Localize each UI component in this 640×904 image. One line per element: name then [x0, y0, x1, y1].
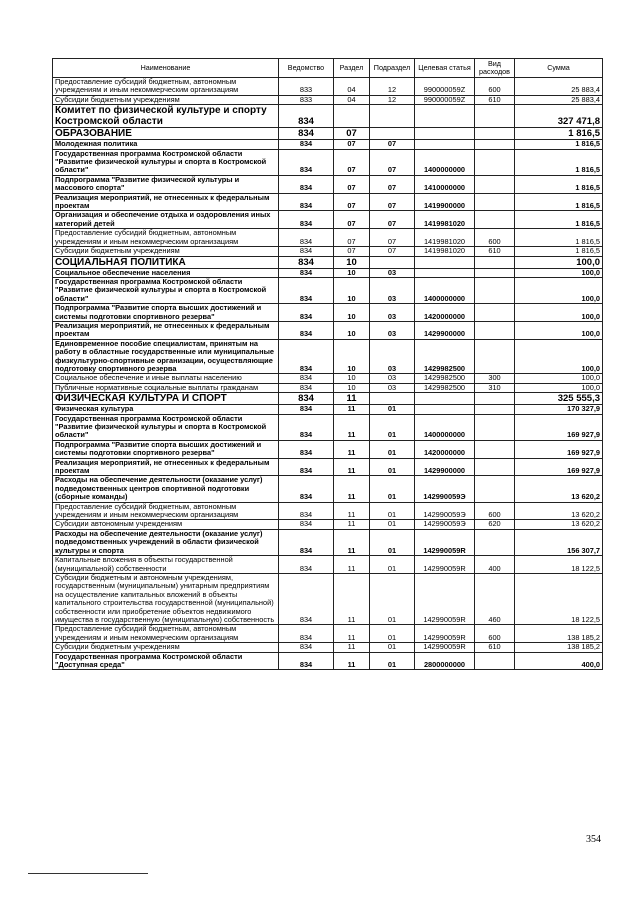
- cell-department: 834: [279, 573, 334, 624]
- cell-expense-type: [475, 414, 515, 440]
- cell-sum: 325 555,3: [515, 393, 603, 405]
- cell-expense-type: 400: [475, 556, 515, 574]
- cell-section: 10: [334, 268, 370, 277]
- cell-target-article: 142990059Э: [415, 502, 475, 520]
- cell-section: 10: [334, 321, 370, 339]
- cell-expense-type: 600: [475, 625, 515, 643]
- table-row: [53, 105, 603, 128]
- cell-name: Предоставление субсидий бюджетным, автономным учреждениям и иным некоммерческим организациям: [53, 625, 279, 643]
- cell-target-article: 1429982500: [415, 383, 475, 392]
- cell-expense-type: 610: [475, 95, 515, 104]
- cell-department: 834: [279, 393, 334, 405]
- cell-sum: 156 307,7: [515, 529, 603, 555]
- cell-expense-type: [475, 193, 515, 211]
- cell-section: [334, 105, 370, 128]
- footnote-divider: [28, 873, 148, 874]
- cell-department: 834: [279, 105, 334, 128]
- cell-subsection: 03: [370, 383, 415, 392]
- cell-department: 834: [279, 414, 334, 440]
- cell-subsection: 01: [370, 573, 415, 624]
- cell-expense-type: [475, 440, 515, 458]
- cell-name: Комитет по физической культуре и спорту Костромской области: [53, 105, 279, 128]
- cell-expense-type: [475, 393, 515, 405]
- cell-subsection: 12: [370, 95, 415, 104]
- cell-section: 11: [334, 440, 370, 458]
- cell-department: 834: [279, 193, 334, 211]
- cell-expense-type: [475, 321, 515, 339]
- cell-sum: 1 816,5: [515, 149, 603, 175]
- cell-department: 834: [279, 247, 334, 256]
- table-row: [53, 414, 603, 440]
- cell-expense-type: [475, 211, 515, 229]
- cell-expense-type: [475, 652, 515, 670]
- cell-department: 834: [279, 140, 334, 149]
- cell-name: Социальное обеспечение населения: [53, 268, 279, 277]
- cell-expense-type: [475, 105, 515, 128]
- cell-name: ОБРАЗОВАНИЕ: [53, 128, 279, 140]
- table-row: [53, 140, 603, 149]
- cell-expense-type: 300: [475, 374, 515, 383]
- header-name: Наименование: [53, 59, 279, 78]
- cell-target-article: 142990059R: [415, 625, 475, 643]
- table-row: [53, 405, 603, 414]
- cell-target-article: 142990059R: [415, 573, 475, 624]
- cell-subsection: [370, 128, 415, 140]
- cell-sum: 327 471,8: [515, 105, 603, 128]
- cell-section: 11: [334, 520, 370, 529]
- cell-target-article: 1420000000: [415, 304, 475, 322]
- cell-sum: 13 620,2: [515, 502, 603, 520]
- cell-section: 11: [334, 405, 370, 414]
- cell-sum: 13 620,2: [515, 476, 603, 502]
- cell-department: 834: [279, 556, 334, 574]
- cell-sum: 1 816,5: [515, 140, 603, 149]
- cell-expense-type: 610: [475, 247, 515, 256]
- cell-sum: 25 883,4: [515, 95, 603, 104]
- cell-department: 834: [279, 321, 334, 339]
- cell-sum: 1 816,5: [515, 229, 603, 247]
- cell-target-article: [415, 393, 475, 405]
- cell-subsection: 01: [370, 405, 415, 414]
- cell-section: 10: [334, 383, 370, 392]
- cell-subsection: 01: [370, 556, 415, 574]
- cell-name: ФИЗИЧЕСКАЯ КУЛЬТУРА И СПОРТ: [53, 393, 279, 405]
- cell-subsection: 03: [370, 339, 415, 374]
- cell-target-article: [415, 256, 475, 268]
- cell-department: 834: [279, 625, 334, 643]
- cell-sum: 170 327,9: [515, 405, 603, 414]
- cell-sum: 100,0: [515, 374, 603, 383]
- cell-expense-type: [475, 149, 515, 175]
- cell-expense-type: [475, 476, 515, 502]
- cell-sum: 100,0: [515, 304, 603, 322]
- cell-section: 07: [334, 247, 370, 256]
- cell-subsection: 01: [370, 458, 415, 476]
- cell-subsection: 01: [370, 529, 415, 555]
- cell-department: 834: [279, 652, 334, 670]
- cell-expense-type: [475, 268, 515, 277]
- table-row: [53, 502, 603, 520]
- cell-department: 834: [279, 304, 334, 322]
- cell-name: Реализация мероприятий, не отнесенных к федеральным проектам: [53, 193, 279, 211]
- cell-name: Подпрограмма "Развитие физической культуры и массового спорта": [53, 175, 279, 193]
- cell-subsection: 03: [370, 277, 415, 303]
- cell-name: Социальное обеспечение и иные выплаты населению: [53, 374, 279, 383]
- cell-sum: 100,0: [515, 321, 603, 339]
- cell-subsection: 03: [370, 374, 415, 383]
- cell-name: Государственная программа Костромской области "Развитие физической культуры и спорта в Костромской области": [53, 149, 279, 175]
- cell-department: 834: [279, 529, 334, 555]
- header-target-article: Целевая статья: [415, 59, 475, 78]
- table-row: [53, 256, 603, 268]
- cell-name: Реализация мероприятий, не отнесенных к федеральным проектам: [53, 321, 279, 339]
- cell-target-article: 1400000000: [415, 277, 475, 303]
- cell-target-article: 990000059Z: [415, 95, 475, 104]
- cell-target-article: 1429900000: [415, 321, 475, 339]
- cell-section: 07: [334, 229, 370, 247]
- cell-target-article: 2800000000: [415, 652, 475, 670]
- table-row: [53, 573, 603, 624]
- cell-name: Реализация мероприятий, не отнесенных к федеральным проектам: [53, 458, 279, 476]
- cell-department: 834: [279, 374, 334, 383]
- cell-department: 834: [279, 175, 334, 193]
- cell-subsection: [370, 393, 415, 405]
- cell-sum: 13 620,2: [515, 520, 603, 529]
- table-row: [53, 374, 603, 383]
- cell-target-article: 1419981020: [415, 229, 475, 247]
- cell-subsection: 07: [370, 211, 415, 229]
- cell-expense-type: [475, 405, 515, 414]
- cell-department: 834: [279, 405, 334, 414]
- table-row: [53, 383, 603, 392]
- table-row: [53, 268, 603, 277]
- table-row: [53, 229, 603, 247]
- cell-subsection: 01: [370, 652, 415, 670]
- cell-sum: 100,0: [515, 339, 603, 374]
- cell-section: 11: [334, 502, 370, 520]
- cell-target-article: 1429982500: [415, 374, 475, 383]
- cell-sum: 169 927,9: [515, 414, 603, 440]
- cell-name: Субсидии бюджетным учреждениям: [53, 95, 279, 104]
- cell-expense-type: 600: [475, 502, 515, 520]
- cell-name: Государственная программа Костромской области "Развитие физической культуры и спорта в Костромской области": [53, 277, 279, 303]
- cell-department: 833: [279, 78, 334, 96]
- table-row: [53, 277, 603, 303]
- cell-target-article: 1429982500: [415, 339, 475, 374]
- cell-expense-type: 620: [475, 520, 515, 529]
- cell-subsection: 01: [370, 520, 415, 529]
- cell-sum: 1 816,5: [515, 193, 603, 211]
- cell-sum: 1 816,5: [515, 211, 603, 229]
- cell-target-article: 142990059Э: [415, 520, 475, 529]
- cell-department: 834: [279, 520, 334, 529]
- table-row: [53, 78, 603, 96]
- cell-name: Предоставление субсидий бюджетным, автономным учреждениям и иным некоммерческим организациям: [53, 502, 279, 520]
- header-expense-type: Вид расходов: [475, 59, 515, 78]
- cell-name: Организация и обеспечение отдыха и оздоровления иных категорий детей: [53, 211, 279, 229]
- table-row: [53, 625, 603, 643]
- cell-department: 834: [279, 211, 334, 229]
- table-body: [53, 78, 603, 670]
- cell-sum: 100,0: [515, 383, 603, 392]
- header-row: [53, 59, 603, 78]
- cell-department: 834: [279, 476, 334, 502]
- cell-target-article: 990000059Z: [415, 78, 475, 96]
- cell-sum: 169 927,9: [515, 440, 603, 458]
- cell-expense-type: [475, 277, 515, 303]
- cell-sum: 138 185,2: [515, 625, 603, 643]
- cell-sum: 1 816,5: [515, 128, 603, 140]
- header-subsection: Подраздел: [370, 59, 415, 78]
- cell-name: Субсидии бюджетным учреждениям: [53, 247, 279, 256]
- cell-name: Субсидии автономным учреждениям: [53, 520, 279, 529]
- table-row: [53, 458, 603, 476]
- cell-section: 10: [334, 277, 370, 303]
- cell-section: 10: [334, 339, 370, 374]
- cell-section: 07: [334, 149, 370, 175]
- cell-expense-type: 600: [475, 78, 515, 96]
- cell-subsection: 07: [370, 193, 415, 211]
- cell-section: 11: [334, 529, 370, 555]
- header-section: Раздел: [334, 59, 370, 78]
- cell-name: Подпрограмма "Развитие спорта высших достижений и системы подготовки спортивного резерва": [53, 440, 279, 458]
- cell-target-article: 142990059R: [415, 556, 475, 574]
- cell-department: 834: [279, 502, 334, 520]
- cell-sum: 138 185,2: [515, 643, 603, 652]
- cell-section: 07: [334, 140, 370, 149]
- cell-department: 834: [279, 268, 334, 277]
- cell-target-article: 1400000000: [415, 149, 475, 175]
- table-row: [53, 149, 603, 175]
- cell-subsection: 01: [370, 476, 415, 502]
- cell-expense-type: [475, 339, 515, 374]
- cell-sum: 400,0: [515, 652, 603, 670]
- cell-target-article: 1419900000: [415, 193, 475, 211]
- cell-name: Субсидии бюджетным и автономным учреждениям, государственным (муниципальным) унитарным предприятиям на осуществление капитальных вложений в объекты капитального строительства государственной (муниципальной) собственности или приобретение объектов недвижимого имущества в государственную (муниципальную) собственность: [53, 573, 279, 624]
- table-row: [53, 520, 603, 529]
- table-row: [53, 339, 603, 374]
- cell-target-article: 1429900000: [415, 458, 475, 476]
- cell-subsection: 01: [370, 414, 415, 440]
- cell-name: СОЦИАЛЬНАЯ ПОЛИТИКА: [53, 256, 279, 268]
- cell-subsection: 01: [370, 440, 415, 458]
- cell-department: 834: [279, 643, 334, 652]
- cell-expense-type: [475, 458, 515, 476]
- cell-name: Расходы на обеспечение деятельности (оказание услуг) подведомственных центров спортивной подготовки (сборные команды): [53, 476, 279, 502]
- table-row: [53, 304, 603, 322]
- cell-subsection: 01: [370, 643, 415, 652]
- cell-subsection: 03: [370, 321, 415, 339]
- cell-section: 11: [334, 476, 370, 502]
- cell-expense-type: [475, 140, 515, 149]
- budget-table: [52, 58, 603, 670]
- cell-sum: 169 927,9: [515, 458, 603, 476]
- cell-section: 07: [334, 175, 370, 193]
- cell-section: 07: [334, 211, 370, 229]
- cell-subsection: 03: [370, 304, 415, 322]
- cell-sum: 18 122,5: [515, 556, 603, 574]
- cell-target-article: 142990059R: [415, 529, 475, 555]
- cell-subsection: [370, 105, 415, 128]
- cell-expense-type: 310: [475, 383, 515, 392]
- cell-section: 07: [334, 193, 370, 211]
- table-row: [53, 321, 603, 339]
- cell-department: 834: [279, 339, 334, 374]
- cell-section: 11: [334, 556, 370, 574]
- cell-subsection: 07: [370, 175, 415, 193]
- table-row: [53, 476, 603, 502]
- cell-department: 834: [279, 149, 334, 175]
- cell-department: 834: [279, 440, 334, 458]
- cell-sum: 25 883,4: [515, 78, 603, 96]
- table-row: [53, 440, 603, 458]
- cell-section: 07: [334, 128, 370, 140]
- cell-expense-type: [475, 256, 515, 268]
- cell-name: Государственная программа Костромской области "Доступная среда": [53, 652, 279, 670]
- cell-name: Физическая культура: [53, 405, 279, 414]
- cell-name: Единовременное пособие специалистам, принятым на работу в областные государственные или муниципальные физкультурно-спортивные организации, осуществляющие подготовку спортивного резерва: [53, 339, 279, 374]
- cell-expense-type: 610: [475, 643, 515, 652]
- table-row: [53, 193, 603, 211]
- cell-target-article: 1419981020: [415, 211, 475, 229]
- cell-subsection: 07: [370, 140, 415, 149]
- cell-sum: 1 816,5: [515, 175, 603, 193]
- cell-sum: 1 816,5: [515, 247, 603, 256]
- cell-subsection: 07: [370, 247, 415, 256]
- header-sum: Сумма: [515, 59, 603, 78]
- cell-expense-type: [475, 529, 515, 555]
- cell-department: 834: [279, 383, 334, 392]
- cell-department: 834: [279, 458, 334, 476]
- cell-section: 11: [334, 458, 370, 476]
- header-department: Ведомство: [279, 59, 334, 78]
- cell-target-article: [415, 128, 475, 140]
- cell-expense-type: [475, 304, 515, 322]
- cell-name: Молодежная политика: [53, 140, 279, 149]
- cell-name: Субсидии бюджетным учреждениям: [53, 643, 279, 652]
- table-row: [53, 556, 603, 574]
- cell-subsection: [370, 256, 415, 268]
- cell-target-article: 1400000000: [415, 414, 475, 440]
- cell-name: Капитальные вложения в объекты государственной (муниципальной) собственности: [53, 556, 279, 574]
- cell-target-article: 142990059R: [415, 643, 475, 652]
- cell-section: 11: [334, 573, 370, 624]
- cell-subsection: 12: [370, 78, 415, 96]
- cell-sum: 100,0: [515, 277, 603, 303]
- table-row: [53, 247, 603, 256]
- cell-target-article: 142990059Э: [415, 476, 475, 502]
- cell-section: 10: [334, 256, 370, 268]
- table-row: [53, 393, 603, 405]
- page-number: 354: [586, 834, 601, 845]
- cell-expense-type: [475, 128, 515, 140]
- cell-subsection: 01: [370, 502, 415, 520]
- cell-department: 834: [279, 277, 334, 303]
- cell-subsection: 01: [370, 625, 415, 643]
- cell-target-article: 1420000000: [415, 440, 475, 458]
- cell-expense-type: 460: [475, 573, 515, 624]
- cell-department: 833: [279, 95, 334, 104]
- cell-name: Подпрограмма "Развитие спорта высших достижений и системы подготовки спортивного резерва": [53, 304, 279, 322]
- cell-name: Расходы на обеспечение деятельности (оказание услуг) подведомственных учреждений в области физической культуры и спорта: [53, 529, 279, 555]
- cell-target-article: [415, 405, 475, 414]
- cell-section: 11: [334, 643, 370, 652]
- cell-name: Предоставление субсидий бюджетным, автономным учреждениям и иным некоммерческим организациям: [53, 229, 279, 247]
- cell-subsection: 07: [370, 149, 415, 175]
- cell-sum: 100,0: [515, 256, 603, 268]
- cell-target-article: [415, 140, 475, 149]
- table-row: [53, 643, 603, 652]
- cell-department: 834: [279, 256, 334, 268]
- cell-name: Предоставление субсидий бюджетным, автономным учреждениям и иным некоммерческим организациям: [53, 78, 279, 96]
- cell-section: 10: [334, 374, 370, 383]
- cell-expense-type: 600: [475, 229, 515, 247]
- cell-department: 834: [279, 128, 334, 140]
- cell-section: 10: [334, 304, 370, 322]
- cell-target-article: 1410000000: [415, 175, 475, 193]
- table-row: [53, 211, 603, 229]
- cell-name: Публичные нормативные социальные выплаты гражданам: [53, 383, 279, 392]
- cell-target-article: [415, 105, 475, 128]
- cell-name: Государственная программа Костромской области "Развитие физической культуры и спорта в Костромской области": [53, 414, 279, 440]
- table-row: [53, 652, 603, 670]
- cell-section: 11: [334, 393, 370, 405]
- cell-target-article: [415, 268, 475, 277]
- cell-section: 11: [334, 625, 370, 643]
- cell-expense-type: [475, 175, 515, 193]
- budget-table-sheet: [52, 58, 602, 670]
- cell-subsection: 03: [370, 268, 415, 277]
- cell-sum: 18 122,5: [515, 573, 603, 624]
- cell-subsection: 07: [370, 229, 415, 247]
- table-row: [53, 128, 603, 140]
- cell-section: 11: [334, 414, 370, 440]
- table-row: [53, 175, 603, 193]
- cell-section: 11: [334, 652, 370, 670]
- cell-section: 04: [334, 95, 370, 104]
- table-row: [53, 529, 603, 555]
- table-row: [53, 95, 603, 104]
- cell-section: 04: [334, 78, 370, 96]
- cell-department: 834: [279, 229, 334, 247]
- cell-target-article: 1419981020: [415, 247, 475, 256]
- cell-sum: 100,0: [515, 268, 603, 277]
